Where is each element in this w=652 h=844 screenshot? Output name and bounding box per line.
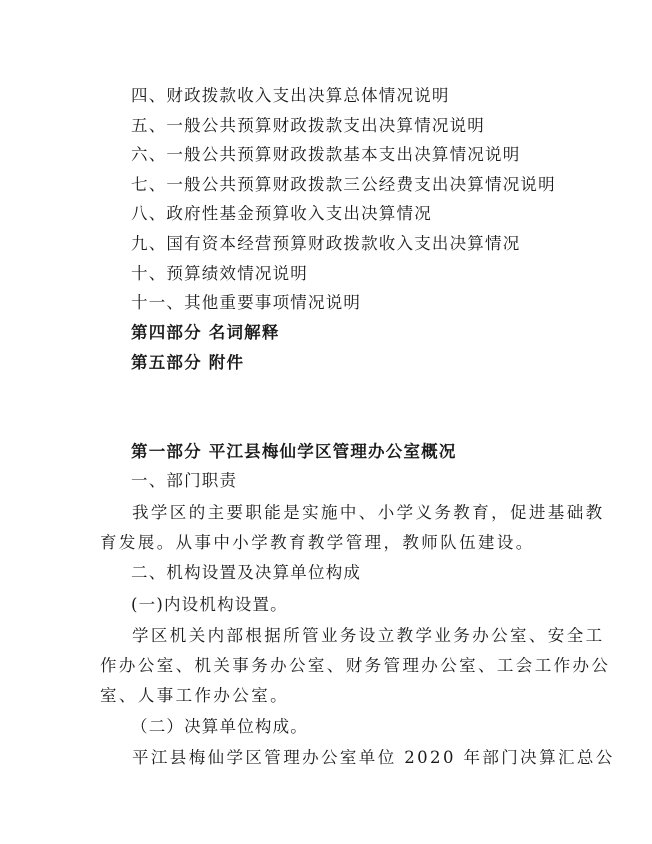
toc-part-5: 第五部分 附件 — [131, 353, 245, 372]
toc-part-4: 第四部分 名词解释 — [131, 323, 280, 342]
toc-item-10: 十、预算绩效情况说明 — [131, 264, 308, 283]
toc-item-11: 十一、其他重要事项情况说明 — [131, 293, 362, 312]
heading-duties: 一、部门职责 — [131, 471, 238, 490]
toc-item-4: 四、财政拨款收入支出决算总体情况说明 — [131, 86, 450, 105]
duties-paragraph-line-1: 我学区的主要职能是实施中、小学义务教育，促进基础教 — [132, 503, 605, 522]
heading-internal: (一)内设机构设置。 — [131, 595, 288, 614]
units-paragraph-line-1: 平江县梅仙学区管理办公室单位 2020 年部门决算汇总公 — [132, 748, 615, 767]
toc-item-8: 八、政府性基金预算收入支出决算情况 — [131, 204, 432, 223]
toc-item-6: 六、一般公共预算财政拨款基本支出决算情况说明 — [131, 145, 521, 164]
section-title: 第一部分 平江县梅仙学区管理办公室概况 — [131, 442, 457, 461]
toc-item-5: 五、一般公共预算财政拨款支出决算情况说明 — [131, 116, 485, 135]
toc-item-9: 九、国有资本经营预算财政拨款收入支出决算情况 — [131, 234, 521, 253]
internal-paragraph-line-3: 室、人事工作办公室。 — [100, 686, 289, 705]
duties-paragraph-line-2: 育发展。从事中小学教育教学管理，教师队伍建设。 — [100, 533, 535, 552]
heading-org: 二、机构设置及决算单位构成 — [131, 563, 362, 582]
toc-item-7: 七、一般公共预算财政拨款三公经费支出决算情况说明 — [131, 175, 556, 194]
internal-paragraph-line-2: 作办公室、机关事务办公室、财务管理办公室、工会工作办公 — [100, 656, 611, 675]
heading-units: （二）决算单位构成。 — [131, 717, 308, 736]
internal-paragraph-line-1: 学区机关内部根据所管业务设立教学业务办公室、安全工 — [132, 626, 605, 645]
